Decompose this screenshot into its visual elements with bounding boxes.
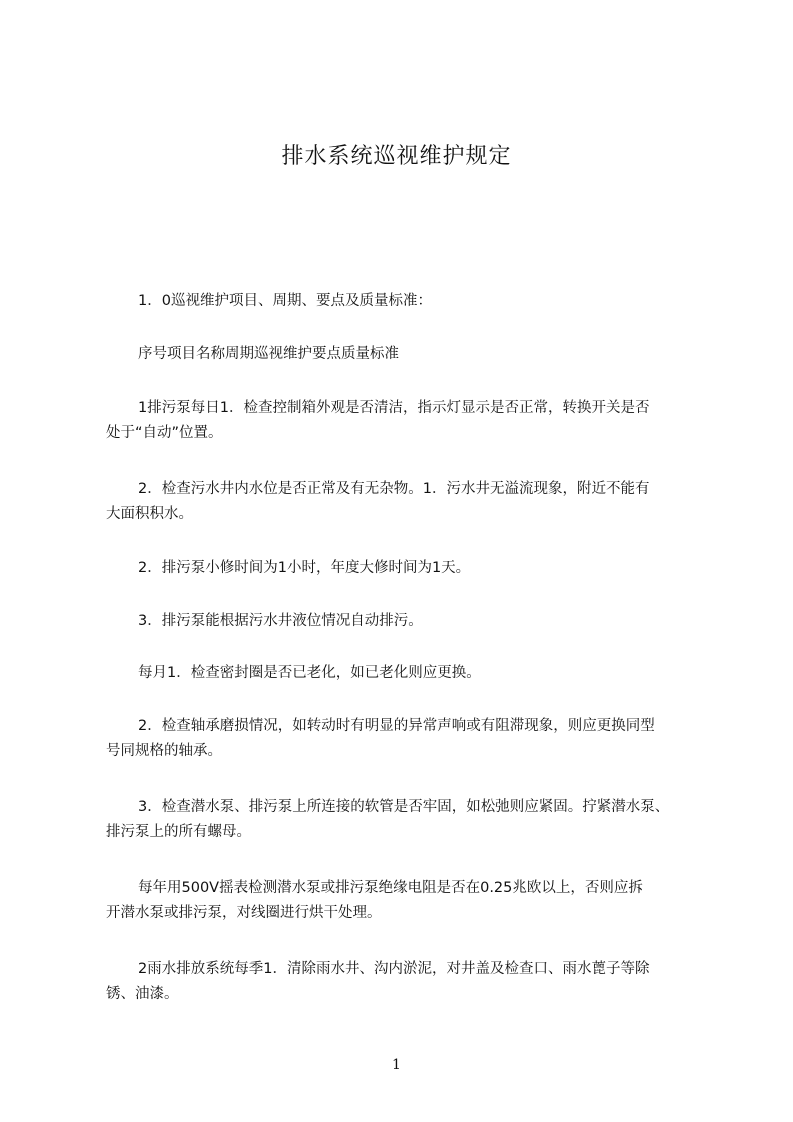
paragraph-line: 每年用500V摇表检测潜水泵或排污泵绝缘电阻是否在0.25兆欧以上，否则应拆 [138, 880, 643, 896]
paragraph-monthly-3 [106, 795, 718, 845]
paragraph-line: 2．排污泵小修时间为1小时，年度大修时间为1天。 [138, 560, 471, 576]
paragraph-line: 锈、油漆。 [106, 986, 179, 1002]
paragraph-line: 1排污泵每日1．检查控制箱外观是否清洁，指示灯显示是否正常，转换开关是否 [138, 400, 650, 416]
paragraph-line: 排污泵上的所有螺母。 [106, 824, 251, 840]
paragraph-rainwater-quarterly [106, 957, 718, 1007]
paragraph-line: 开潜水泵或排污泵，对线圈进行烘干处理。 [106, 905, 382, 921]
paragraph-line: 3．排污泵能根据污水井液位情况自动排污。 [138, 613, 423, 629]
page-number: 1 [392, 1057, 401, 1073]
paragraph-pump-daily-2 [106, 477, 718, 527]
paragraph-yearly [106, 876, 718, 926]
paragraph-line: 2．检查污水井内水位是否正常及有无杂物。1．污水井无溢流现象，附近不能有 [138, 481, 650, 497]
paragraph-pump-daily-1 [106, 396, 718, 446]
paragraph-line: 2．检查轴承磨损情况，如转动时有明显的异常声响或有阻滞现象，则应更换同型 [138, 718, 655, 734]
paragraph-line: 号同规格的轴承。 [106, 743, 222, 759]
paragraph-line: 3．检查潜水泵、排污泵上所连接的软管是否牢固，如松弛则应紧固。拧紧潜水泵、 [138, 799, 670, 815]
paragraph-pump-auto [106, 609, 718, 634]
paragraph-monthly-2 [106, 714, 718, 764]
paragraph-line: 大面积积水。 [106, 506, 193, 522]
paragraph-line: 序号项目名称周期巡视维护要点质量标准 [138, 346, 399, 362]
paragraph-line: 1．0巡视维护项目、周期、要点及质量标准： [138, 293, 432, 309]
paragraph-line: 每月1．检查密封圈是否已老化，如已老化则应更换。 [138, 665, 481, 681]
paragraph-pump-repair-time [106, 556, 718, 581]
document-title: 排水系统巡视维护规定 [281, 144, 512, 169]
paragraph-line: 处于“自动”位置。 [106, 425, 223, 441]
paragraph-monthly-1 [106, 661, 718, 686]
paragraph-section-heading [106, 289, 718, 314]
paragraph-line: 2雨水排放系统每季1．清除雨水井、沟内淤泥，对井盖及检查口、雨水蓖子等除 [138, 961, 650, 977]
paragraph-table-header [106, 342, 718, 367]
